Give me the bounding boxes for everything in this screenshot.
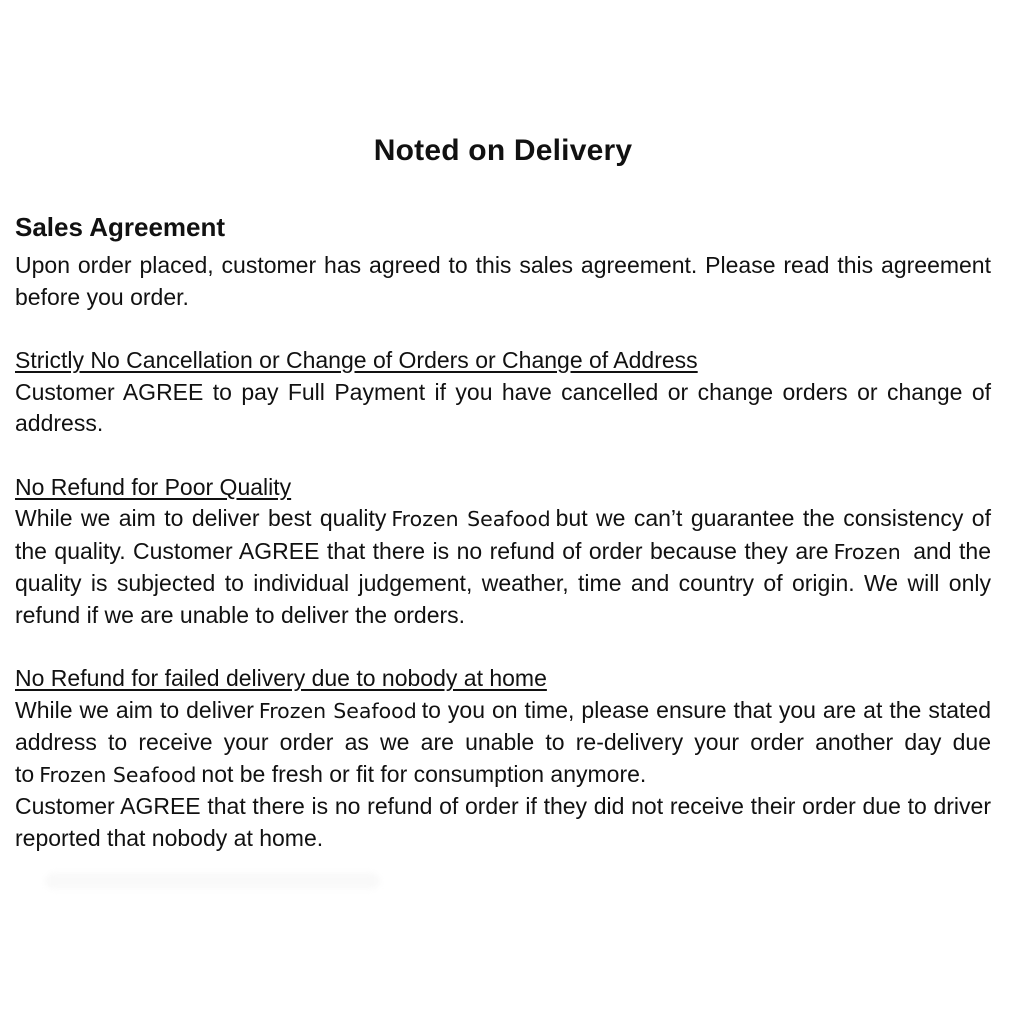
section-no-refund-poor-quality (15, 472, 991, 632)
page-title: Noted on Delivery (373, 134, 633, 167)
sales-agreement-heading: Sales Agreement (15, 212, 226, 242)
section-paragraph (15, 695, 991, 792)
section-heading: Strictly No Cancellation or Change of Orders or Change of Address (15, 347, 698, 373)
text-run: Customer AGREE that there is no refund of order if they did not receive their order due to driver reported that nobody at home. (15, 793, 991, 851)
erased-text-artifact (45, 873, 380, 889)
intro-paragraph: Upon order placed, customer has agreed to this sales agreement. Please read this agreement before you order. (15, 252, 991, 310)
section-paragraph (15, 503, 991, 631)
text-run: While we aim to deliver (15, 696, 254, 723)
text-run: and the quality is subjected to individual judgement, weather, time and country of origin. We will only refund if we are unable to deliver the orders. (15, 537, 992, 628)
text-run: While we aim to deliver best quality (15, 505, 387, 531)
patched-text-run: Frozen Seafood (39, 762, 197, 787)
text-run: but we can’t guarantee the consistency of the quality. Customer AGREE that there is no refund of order because they are (15, 505, 991, 564)
section-no-cancellation (15, 345, 991, 440)
text-run: to you on time, please ensure that you are at the stated address to receive your order as we are unable to re-delivery your order another day due to (15, 696, 991, 787)
section-heading: No Refund for Poor Quality (15, 473, 292, 500)
patched-text-run: Frozen (833, 539, 901, 564)
patched-text-run: Frozen Seafood (258, 698, 417, 723)
patched-text-run: Frozen Seafood (391, 507, 551, 531)
section-paragraph (15, 377, 991, 440)
section-heading: No Refund for failed delivery due to nobody at home (15, 665, 547, 691)
text-run: Customer AGREE to pay Full Payment if you have cancelled or change orders or change of address. (15, 378, 991, 436)
text-run: not be fresh or fit for consumption anymore. (201, 760, 647, 787)
section-paragraph (15, 791, 991, 854)
section-no-refund-failed-delivery (15, 663, 991, 854)
